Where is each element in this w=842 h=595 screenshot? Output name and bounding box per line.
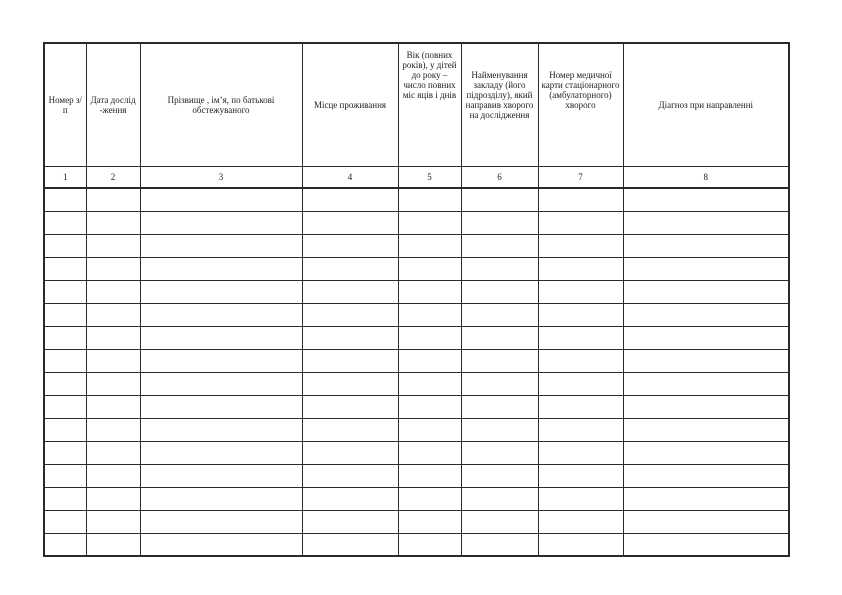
table-cell — [623, 211, 789, 234]
table-cell — [302, 326, 398, 349]
header-cell-residence: Місце проживання — [302, 43, 398, 166]
table-cell — [86, 395, 140, 418]
table-cell — [398, 487, 461, 510]
table-cell — [538, 234, 623, 257]
table-cell — [538, 441, 623, 464]
table-cell — [302, 464, 398, 487]
table-cell — [86, 326, 140, 349]
table-cell — [44, 188, 86, 211]
table-cell — [140, 326, 302, 349]
header-cell-exam-date: Дата дослід -ження — [86, 43, 140, 166]
table-cell — [398, 395, 461, 418]
table-cell — [302, 257, 398, 280]
table-cell — [44, 280, 86, 303]
table-cell — [538, 211, 623, 234]
table-row — [44, 188, 789, 211]
table-cell — [398, 464, 461, 487]
table-cell — [140, 303, 302, 326]
table-cell — [623, 257, 789, 280]
table-row — [44, 280, 789, 303]
table-cell — [461, 211, 538, 234]
table-cell — [623, 395, 789, 418]
table-cell — [538, 372, 623, 395]
table-cell — [398, 234, 461, 257]
table-cell — [538, 395, 623, 418]
table-cell — [302, 510, 398, 533]
header-cell-age: Вік (повних років), у дітей до року – число повних міс яців і днів — [398, 43, 461, 166]
table-cell — [86, 303, 140, 326]
column-number: 4 — [302, 166, 398, 188]
table-row — [44, 464, 789, 487]
header-cell-row-number: Номер з/п — [44, 43, 86, 166]
table-cell — [302, 303, 398, 326]
table-cell — [623, 533, 789, 556]
table-row — [44, 326, 789, 349]
table-cell — [623, 510, 789, 533]
table-cell — [538, 487, 623, 510]
table-cell — [44, 510, 86, 533]
table-cell — [623, 372, 789, 395]
table-cell — [140, 487, 302, 510]
column-number: 2 — [86, 166, 140, 188]
table-cell — [398, 211, 461, 234]
table-cell — [302, 234, 398, 257]
table-row — [44, 211, 789, 234]
table-cell — [44, 418, 86, 441]
table-cell — [461, 533, 538, 556]
table-cell — [86, 487, 140, 510]
table-cell — [140, 349, 302, 372]
table-row — [44, 395, 789, 418]
table-cell — [140, 372, 302, 395]
table-cell — [461, 418, 538, 441]
header-cell-referral-diagnosis: Діагноз при направленні — [623, 43, 789, 166]
table-cell — [86, 257, 140, 280]
table-cell — [538, 326, 623, 349]
table-cell — [302, 211, 398, 234]
table-cell — [398, 510, 461, 533]
table-cell — [86, 510, 140, 533]
register-table — [43, 42, 790, 557]
table-cell — [461, 487, 538, 510]
table-cell — [623, 326, 789, 349]
table-cell — [538, 188, 623, 211]
header-cell-medical-record-number: Номер медичної карти стаціонарного (амбулаторного) хворого — [538, 43, 623, 166]
table-cell — [86, 234, 140, 257]
table-row — [44, 487, 789, 510]
table-cell — [461, 303, 538, 326]
table-row — [44, 372, 789, 395]
table-cell — [461, 372, 538, 395]
table-cell — [86, 441, 140, 464]
table-cell — [398, 280, 461, 303]
table-cell — [461, 464, 538, 487]
table-cell — [86, 211, 140, 234]
table-cell — [461, 441, 538, 464]
table-cell — [398, 372, 461, 395]
table-cell — [623, 418, 789, 441]
table-row — [44, 234, 789, 257]
table-cell — [398, 533, 461, 556]
table-cell — [140, 211, 302, 234]
table-cell — [302, 441, 398, 464]
table-cell — [302, 280, 398, 303]
table-cell — [538, 510, 623, 533]
column-number: 6 — [461, 166, 538, 188]
table-cell — [461, 510, 538, 533]
table-cell — [398, 349, 461, 372]
table-cell — [140, 234, 302, 257]
table-cell — [140, 510, 302, 533]
header-cell-full-name: Прізвище , ім’я, по батькові обстежуваного — [140, 43, 302, 166]
table-cell — [538, 303, 623, 326]
table-cell — [44, 211, 86, 234]
table-cell — [86, 533, 140, 556]
table-cell — [44, 234, 86, 257]
table-cell — [140, 418, 302, 441]
table-cell — [538, 257, 623, 280]
table-cell — [398, 326, 461, 349]
table-cell — [398, 303, 461, 326]
table-cell — [302, 418, 398, 441]
table-cell — [538, 464, 623, 487]
table-cell — [398, 188, 461, 211]
table-cell — [140, 257, 302, 280]
table-cell — [461, 257, 538, 280]
table-cell — [302, 188, 398, 211]
table-cell — [86, 372, 140, 395]
table-cell — [302, 372, 398, 395]
header-cell-referring-institution: Найменування закладу (його підрозділу), який направив хворого на дослідження — [461, 43, 538, 166]
column-number: 7 — [538, 166, 623, 188]
table-cell — [140, 464, 302, 487]
table-cell — [538, 349, 623, 372]
table-row — [44, 533, 789, 556]
table-cell — [623, 280, 789, 303]
table-cell — [44, 372, 86, 395]
table-cell — [44, 303, 86, 326]
table-cell — [538, 418, 623, 441]
table-cell — [461, 280, 538, 303]
table-cell — [44, 326, 86, 349]
column-number: 8 — [623, 166, 789, 188]
table-cell — [623, 188, 789, 211]
table-cell — [398, 257, 461, 280]
table-cell — [86, 280, 140, 303]
table-cell — [623, 349, 789, 372]
table-cell — [140, 395, 302, 418]
table-cell — [302, 349, 398, 372]
table-cell — [86, 464, 140, 487]
table-cell — [140, 533, 302, 556]
table-cell — [623, 234, 789, 257]
table-cell — [623, 487, 789, 510]
table-row — [44, 441, 789, 464]
table-cell — [538, 533, 623, 556]
table-cell — [44, 441, 86, 464]
table-cell — [44, 533, 86, 556]
table-cell — [140, 188, 302, 211]
table-cell — [86, 349, 140, 372]
table-cell — [623, 464, 789, 487]
table-cell — [140, 441, 302, 464]
table-row — [44, 510, 789, 533]
table-cell — [44, 257, 86, 280]
table-row — [44, 257, 789, 280]
table-cell — [44, 487, 86, 510]
table-cell — [538, 280, 623, 303]
table-cell — [140, 280, 302, 303]
table-cell — [86, 418, 140, 441]
table-row — [44, 418, 789, 441]
table-cell — [302, 533, 398, 556]
table-cell — [461, 349, 538, 372]
column-number: 5 — [398, 166, 461, 188]
table-cell — [461, 188, 538, 211]
table-cell — [461, 326, 538, 349]
column-number: 1 — [44, 166, 86, 188]
table-cell — [86, 188, 140, 211]
table-cell — [398, 418, 461, 441]
table-cell — [398, 441, 461, 464]
table-cell — [44, 395, 86, 418]
table-cell — [623, 303, 789, 326]
table-cell — [44, 464, 86, 487]
table-cell — [461, 395, 538, 418]
table-cell — [44, 349, 86, 372]
column-number-row — [44, 166, 789, 188]
table-cell — [302, 395, 398, 418]
table-row — [44, 303, 789, 326]
table-cell — [461, 234, 538, 257]
header-row — [44, 43, 789, 166]
table-cell — [623, 441, 789, 464]
column-number: 3 — [140, 166, 302, 188]
table-row — [44, 349, 789, 372]
table-cell — [302, 487, 398, 510]
